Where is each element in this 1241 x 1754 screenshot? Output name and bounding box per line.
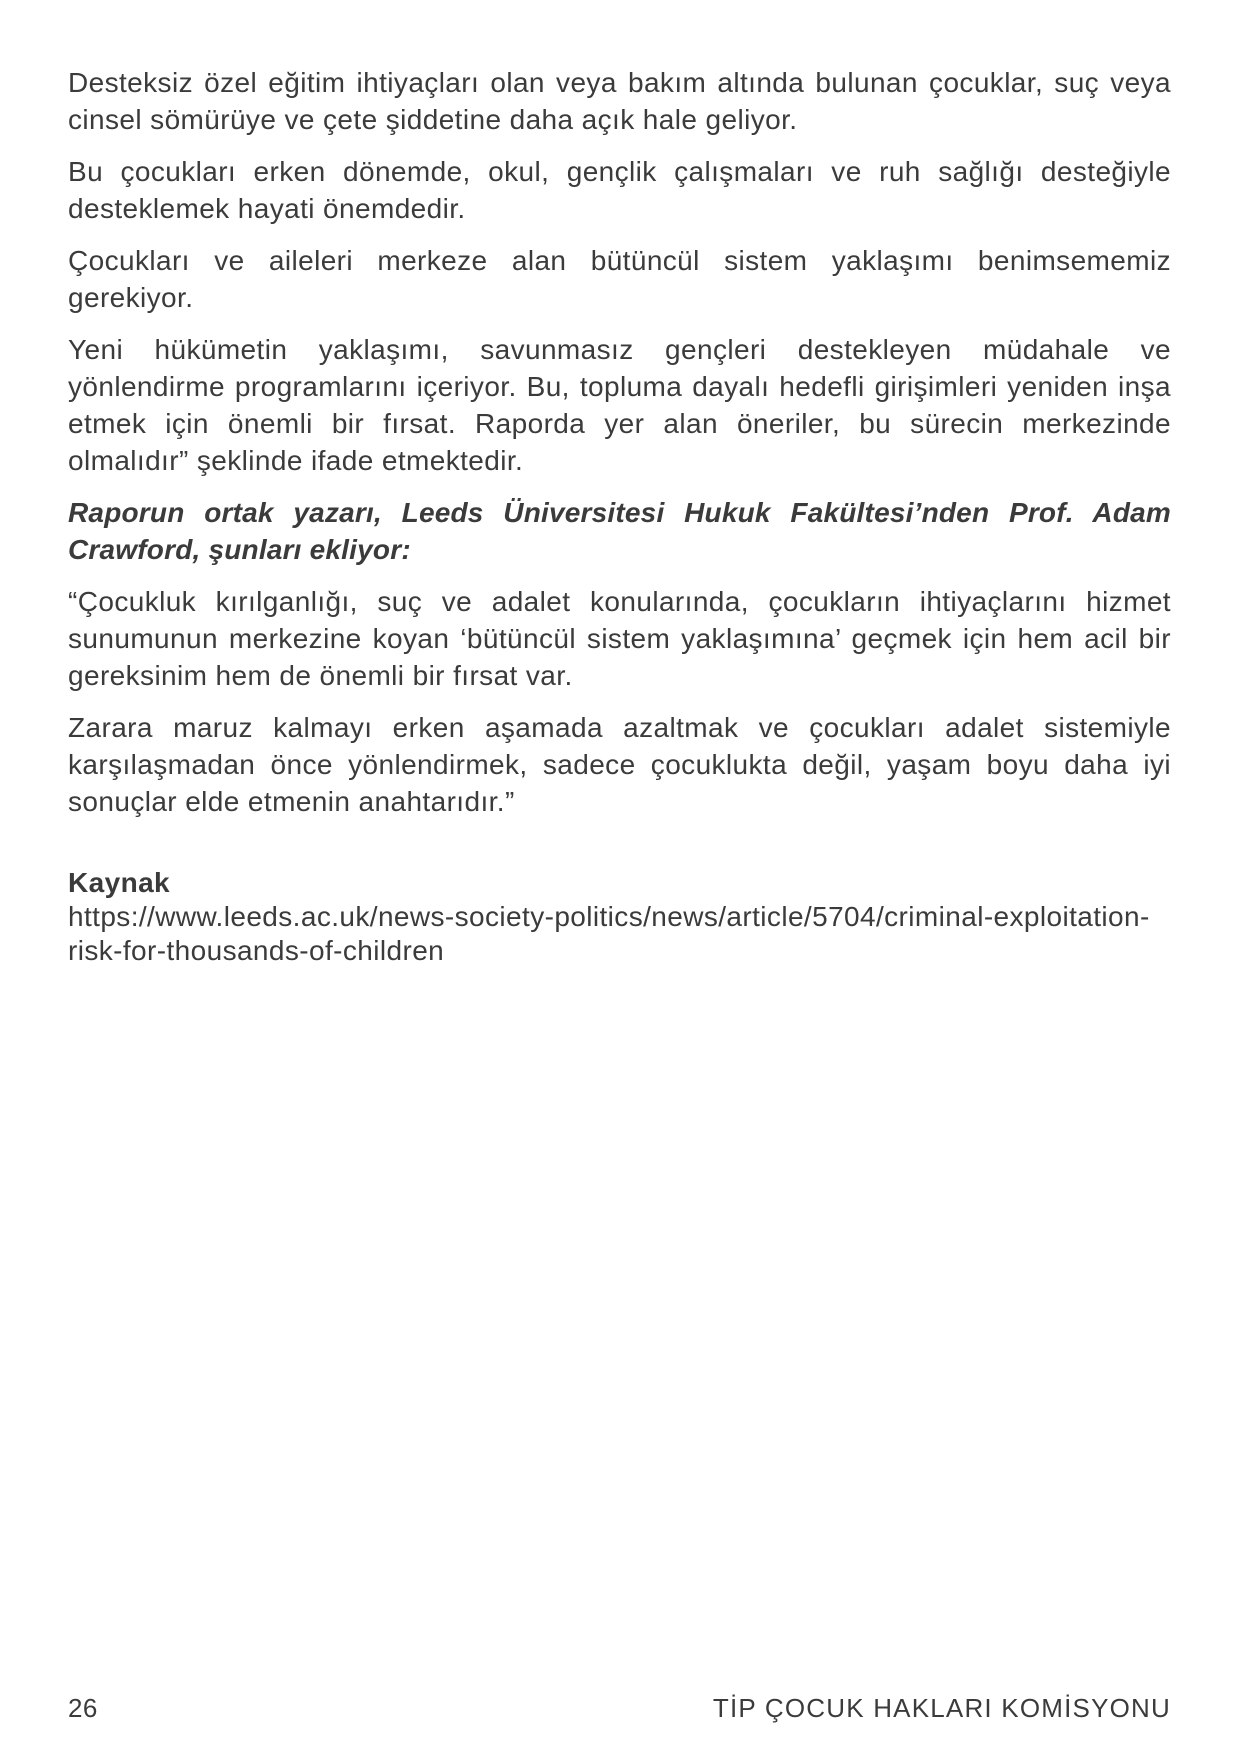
paragraph: Desteksiz özel eğitim ihtiyaçları olan veya bakım altında bulunan çocuklar, suç veya cinsel sömürüye ve çete şiddetine daha açık hale geliyor. <box>68 67 1171 135</box>
source-label: Kaynak <box>68 867 171 898</box>
quote-attribution: Raporun ortak yazarı, Leeds Üniversitesi Hukuk Fakültesi’nden Prof. Adam Crawford, şunları ekliyor: <box>68 497 1171 565</box>
quote-paragraph: “Çocukluk kırılganlığı, suç ve adalet konularında, çocukların ihtiyaçlarını hizmet sunumunun merkezine koyan ‘bütüncül sistem yaklaşımına’ geçmek için hem acil bir gereksinim hem de önemli bir fırsat var. <box>68 586 1171 691</box>
publisher-footer: TİP ÇOCUK HAKLARI KOMİSYONU <box>712 1693 1171 1723</box>
page-content <box>68 64 1171 968</box>
source-section <box>68 866 1171 968</box>
quote-paragraph: Zarara maruz kalmayı erken aşamada azaltmak ve çocukları adalet sistemiyle karşılaşmadan önce yönlendirmek, sadece çocuklukta değil, yaşam boyu daha iyi sonuçlar elde etmenin anahtarıdır.” <box>68 712 1171 817</box>
page-footer <box>68 1693 1171 1724</box>
paragraph: Çocukları ve aileleri merkeze alan bütüncül sistem yaklaşımı benimsememiz gerekiyor. <box>68 245 1171 313</box>
paragraph: Yeni hükümetin yaklaşımı, savunmasız gençleri destekleyen müdahale ve yönlendirme programlarını içeriyor. Bu, topluma dayalı hedefli girişimleri yeniden inşa etmek için önemli bir fırsat. Raporda yer alan öneriler, bu sürecin merkezinde olmalıdır” şeklinde ifade etmektedir. <box>68 334 1171 476</box>
paragraph: Bu çocukları erken dönemde, okul, gençlik çalışmaları ve ruh sağlığı desteğiyle desteklemek hayati önemdedir. <box>68 156 1171 224</box>
page-number: 26 <box>68 1693 98 1723</box>
source-url: https://www.leeds.ac.uk/news-society-politics/news/article/5704/criminal-exploitation-risk-for-thousands-of-children <box>68 901 1150 966</box>
